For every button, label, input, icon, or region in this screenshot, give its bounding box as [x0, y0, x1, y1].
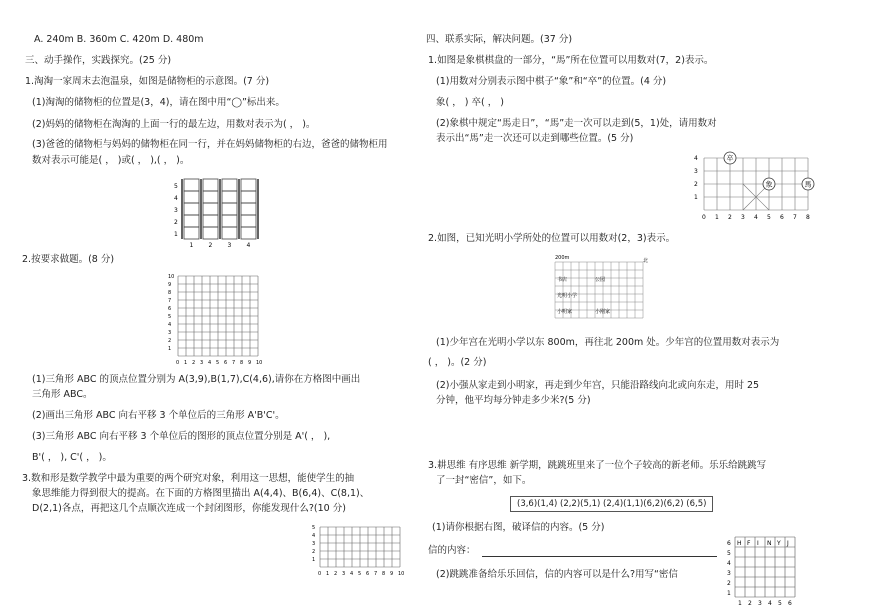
- north-arrow: 北: [643, 258, 649, 264]
- locker-cell: [222, 215, 237, 227]
- y-tick-label: 6: [168, 306, 172, 312]
- q1-part2: (2)妈妈的储物柜在淘淘的上面一行的最左边，用数对表示为( ， )。: [32, 119, 316, 130]
- y-tick-label: 2: [694, 181, 698, 188]
- x-tick-label: 8: [240, 360, 244, 366]
- locker-cell: [241, 227, 256, 239]
- x-tick-label: 2: [334, 571, 338, 577]
- locker-cell: [203, 191, 218, 203]
- q1-part3-line2: 数对表示可能是( ， )或( ， ),( ， )。: [32, 155, 190, 166]
- y-tick-label: 4: [168, 322, 172, 328]
- locker-cell: [222, 191, 237, 203]
- q2-part2: (2)画出三角形 ABC 向右平移 3 个单位后的三角形 A'B'C'。: [32, 410, 285, 421]
- x-tick-label: 5: [358, 571, 362, 577]
- y-tick-label: 9: [168, 282, 172, 288]
- q1-title: 1.淘淘一家周末去泡温泉，如图是储物柜的示意图。(7 分): [25, 76, 270, 87]
- x-tick-label: 7: [374, 571, 378, 577]
- locker-row-label: 1: [174, 231, 178, 238]
- x-tick-label: 2: [192, 360, 196, 366]
- x-tick-label: 7: [793, 214, 797, 221]
- y-tick-label: 7: [168, 298, 172, 304]
- cipher-row-label: 2: [727, 580, 731, 587]
- choice-options: A. 240m B. 360m C. 420m D. 480m: [34, 34, 204, 45]
- locker-cell: [184, 191, 199, 203]
- locker-col-label: 4: [246, 242, 251, 249]
- q2-part3-line1: (3)三角形 ABC 向右平移 3 个单位后的图形的顶点位置分别是 A'( ， ),: [32, 431, 331, 442]
- cipher-col-label: 5: [778, 600, 782, 607]
- cipher-row-label: 5: [727, 550, 731, 557]
- cipher-row-label: 6: [727, 540, 731, 547]
- map-place: 书店: [557, 277, 568, 283]
- cipher-row-label: 1: [727, 590, 731, 597]
- cipher-col-label: 1: [738, 600, 742, 607]
- cipher-col-label: 4: [768, 600, 772, 607]
- x-tick-label: 6: [780, 214, 784, 221]
- locker-cell: [241, 179, 256, 191]
- x-tick-label: 2: [728, 214, 732, 221]
- q1-part3-line1: (3)爸爸的储物柜与妈妈的储物柜在同一行，并在妈妈储物柜的右边，爸爸的储物柜用: [32, 139, 388, 150]
- y-tick-label: 2: [312, 549, 316, 555]
- x-tick-label: 6: [366, 571, 370, 577]
- x-tick-label: 8: [382, 571, 386, 577]
- x-tick-label: 8: [806, 214, 810, 221]
- section3-title: 三、动手操作，实践探究。(25 分): [25, 55, 172, 66]
- x-tick-label: 10: [256, 360, 263, 366]
- x-tick-label: 9: [248, 360, 252, 366]
- letter-answer-line[interactable]: [482, 556, 717, 557]
- locker-cell: [222, 227, 237, 239]
- y-tick-label: 4: [694, 155, 698, 162]
- y-tick-label: 10: [168, 274, 175, 280]
- map-place: 光明小学: [557, 293, 578, 299]
- locker-col-label: 1: [189, 242, 194, 249]
- cipher-letter: I: [757, 540, 759, 547]
- x-tick-label: 7: [232, 360, 236, 366]
- q3-coordinate-grid[interactable]: [310, 523, 410, 585]
- locker-cell: [184, 203, 199, 215]
- y-tick-label: 4: [312, 533, 316, 539]
- locker-col-label: 3: [227, 242, 232, 249]
- locker-col-label: 2: [208, 242, 213, 249]
- q3-line3: D(2,1)各点，再把这几个点顺次连成一个封闭图形，你能发现什么?(10 分): [32, 503, 346, 514]
- q2-part3-line2: B'( ， ), C'( ， )。: [32, 452, 112, 463]
- x-tick-label: 0: [318, 571, 322, 577]
- r-q1-part2-line2: 表示出“馬”走一次还可以走到哪些位置。(5 分): [436, 133, 634, 144]
- y-tick-label: 3: [694, 168, 698, 175]
- cipher-letter: J: [787, 540, 789, 547]
- x-tick-label: 5: [767, 214, 771, 221]
- chess-piece-label: 卒: [726, 154, 734, 163]
- map-scale: 200m: [555, 255, 570, 261]
- cipher-col-label: 2: [748, 600, 752, 607]
- x-tick-label: 3: [741, 214, 745, 221]
- q3-line2: 象思维能力得到很大的提高。在下面的方格图里描出 A(4,4)、B(6,4)、C(8,1)、: [32, 488, 370, 499]
- r-q3-part2: (2)跳跳准备给乐乐回信，信的内容可以是什么?用写“密信: [436, 569, 678, 580]
- locker-cell: [222, 203, 237, 215]
- y-tick-label: 1: [694, 194, 698, 201]
- x-tick-label: 9: [390, 571, 394, 577]
- y-tick-label: 5: [312, 525, 316, 531]
- town-map[interactable]: [545, 252, 649, 330]
- x-tick-label: 3: [200, 360, 204, 366]
- cipher-row-label: 4: [727, 560, 731, 567]
- map-place: 小明家: [557, 309, 573, 315]
- cipher-letter: H: [737, 540, 742, 547]
- x-tick-label: 1: [184, 360, 188, 366]
- q2-title: 2.按要求做题。(8 分): [22, 254, 115, 265]
- locker-cell: [184, 179, 199, 191]
- map-place: 小刚家: [595, 309, 611, 315]
- cipher-col-label: 3: [758, 600, 762, 607]
- y-tick-label: 3: [168, 330, 172, 336]
- q1-part1: (1)淘淘的储物柜的位置是(3，4)，请在图中用“◯”标出来。: [32, 97, 285, 108]
- locker-cell: [203, 227, 218, 239]
- y-tick-label: 5: [168, 314, 172, 320]
- q2-part1-line2: 三角形 ABC。: [32, 389, 93, 400]
- x-tick-label: 0: [702, 214, 706, 221]
- x-tick-label: 1: [715, 214, 719, 221]
- locker-grid[interactable]: [170, 173, 270, 248]
- y-tick-label: 8: [168, 290, 172, 296]
- r-q2-part1-line2: ( ， )。(2 分): [428, 357, 487, 368]
- q2-part1-line1: (1)三角形 ABC 的顶点位置分别为 A(3,9),B(1,7),C(4,6),请你在方格图中画出: [32, 374, 361, 385]
- locker-cell: [203, 203, 218, 215]
- q3-line1: 3.数和形是数学教学中最为重要的两个研究对象，利用这一思想，能使学生的抽: [22, 473, 355, 484]
- locker-cell: [241, 191, 256, 203]
- cipher-grid: [725, 533, 805, 613]
- locker-cell: [241, 203, 256, 215]
- r-q3-line2: 了一封“密信”，如下。: [436, 475, 532, 486]
- chess-board[interactable]: [690, 150, 815, 220]
- cipher-col-label: 6: [788, 600, 792, 607]
- x-tick-label: 6: [224, 360, 228, 366]
- r-q3-line1: 3.耕思维 有序思维 新学期，跳跳班里来了一位个子较高的新老师。乐乐给跳跳写: [428, 460, 767, 471]
- cipher-row-label: 3: [727, 570, 731, 577]
- q2-coordinate-grid[interactable]: [168, 272, 268, 367]
- locker-cell: [203, 215, 218, 227]
- section4-title: 四、联系实际，解决问题。(37 分): [426, 34, 573, 45]
- r-q2-part2-line2: 分钟，他平均每分钟走多少米?(5 分): [436, 395, 591, 406]
- chess-piece-label: 馬: [804, 180, 812, 189]
- r-q2-title: 2.如图，已知光明小学所处的位置可以用数对(2，3)表示。: [428, 233, 676, 244]
- locker-row-label: 4: [174, 195, 178, 202]
- r-q2-part2-line1: (2)小强从家走到小明家，再走到少年宫，只能沿路线向北或向东走，用时 25: [436, 380, 760, 391]
- letter-label: 信的内容：: [428, 545, 476, 556]
- x-tick-label: 10: [398, 571, 405, 577]
- map-place: 公园: [595, 277, 606, 283]
- locker-cell: [184, 215, 199, 227]
- r-q3-part1: (1)请你根据右图，破译信的内容。(5 分): [432, 522, 605, 533]
- cipher-letter: F: [747, 540, 751, 547]
- secret-code-box: (3,6)(1,4) (2,2)(5,1) (2,4)(1,1)(6,2)(6,2) (6,5): [510, 496, 713, 512]
- chess-piece-label: 象: [765, 180, 773, 189]
- x-tick-label: 4: [754, 214, 758, 221]
- x-tick-label: 3: [342, 571, 346, 577]
- locker-cell: [222, 179, 237, 191]
- locker-cell: [184, 227, 199, 239]
- r-q1-title: 1.如图是象棋棋盘的一部分，“馬”所在位置可以用数对(7，2)表示。: [428, 55, 714, 66]
- r-q1-blank[interactable]: 象( ， ) 卒( ， ): [436, 97, 504, 108]
- r-q1-part2-line1: (2)象棋中规定“馬走日”，“馬”走一次可以走到(5，1)处，请用数对: [436, 118, 717, 129]
- cipher-letter: Y: [777, 540, 781, 547]
- x-tick-label: 0: [176, 360, 180, 366]
- y-tick-label: 1: [312, 557, 316, 563]
- r-q1-part1: (1)用数对分别表示图中棋子“象”和“卒”的位置。(4 分): [436, 76, 667, 87]
- locker-cell: [241, 215, 256, 227]
- y-tick-label: 2: [168, 338, 172, 344]
- x-tick-label: 4: [350, 571, 354, 577]
- x-tick-label: 4: [208, 360, 212, 366]
- r-q2-part1-line1: (1)少年宫在光明小学以东 800m，再往北 200m 处。少年宫的位置用数对表示为: [436, 337, 780, 348]
- y-tick-label: 3: [312, 541, 316, 547]
- locker-cell: [203, 179, 218, 191]
- x-tick-label: 1: [326, 571, 330, 577]
- cipher-letter: N: [767, 540, 772, 547]
- locker-row-label: 5: [174, 183, 178, 190]
- x-tick-label: 5: [216, 360, 220, 366]
- locker-row-label: 3: [174, 207, 178, 214]
- locker-row-label: 2: [174, 219, 178, 226]
- y-tick-label: 1: [168, 346, 172, 352]
